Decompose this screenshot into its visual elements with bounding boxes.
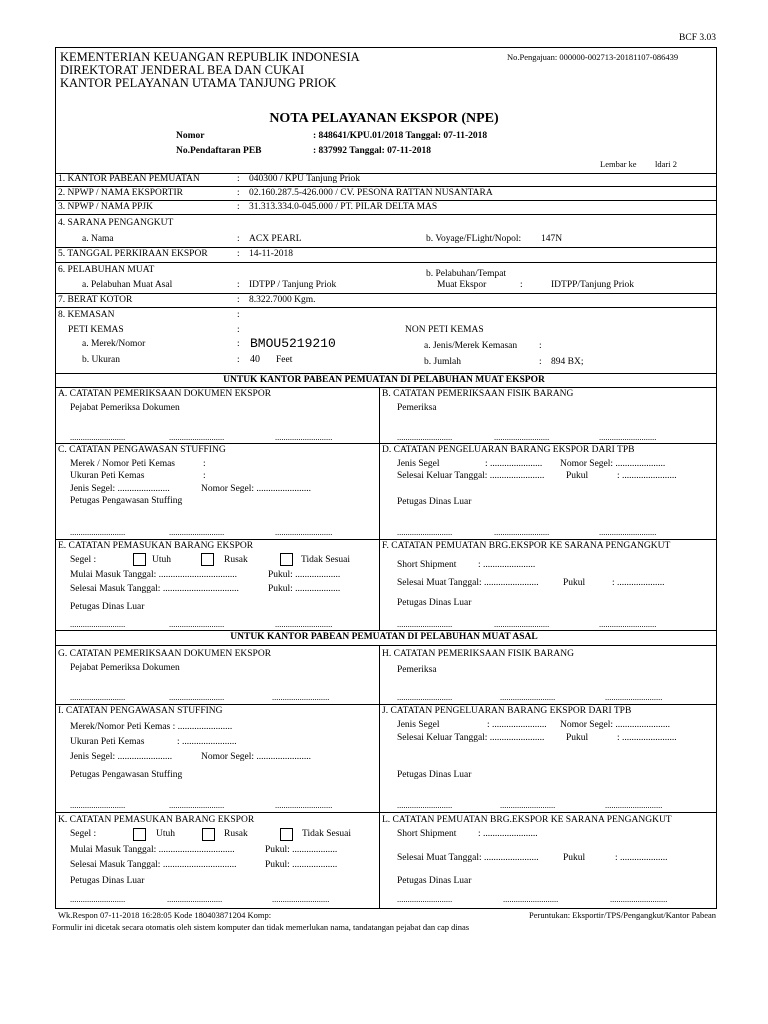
section1-title: UNTUK KANTOR PABEAN PEMUATAN DI PELABUHAN MUAT EKSPOR [223, 375, 545, 385]
footer-note: Formulir ini dicetak secara otomatis oleh sistem komputer dan tidak memerlukan nama, tandatangan pejabat dan cap dinas [52, 922, 470, 932]
utuh-checkbox[interactable] [133, 553, 146, 566]
peb-label: No.Pendaftaran PEB [176, 146, 262, 156]
panel-e-petugas: Petugas Dinas Luar [70, 602, 145, 612]
jumlah-colon: : [539, 357, 542, 367]
jenis-kemasan-colon: : [539, 341, 542, 351]
panel-j-nomor-segel: Nomor Segel: ....................... [560, 720, 671, 730]
panel-b-sign-3: ........................... [599, 432, 657, 442]
panel-c-ukuran-colon: : [203, 471, 206, 481]
panel-a-sign-2: .......................... [169, 432, 225, 442]
panel-e-title: E. CATATAN PEMASUKAN BARANG EKSPOR [58, 541, 254, 551]
panel-j-segel-value: : ....................... [487, 720, 547, 730]
f7-value: 8.322.7000 Kgm. [249, 295, 316, 305]
panel-c-ukuran: Ukuran Peti Kemas [70, 471, 145, 481]
panel-h-sub: Pemeriksa [397, 665, 437, 675]
f4a-value: ACX PEARL [249, 234, 302, 244]
office-name: KANTOR PELAYANAN UTAMA TANJUNG PRIOK [60, 76, 337, 90]
rusak-label-asal: Rusak [224, 829, 248, 839]
jenis-kemasan-label: a. Jenis/Merek Kemasan [424, 341, 518, 351]
panel-d-pukul-value: : ....................... [617, 471, 677, 481]
panel-f-pukul: Pukul [563, 578, 586, 588]
panel-d-sign-2: .......................... [494, 527, 550, 537]
f6b-colon: : [520, 280, 523, 290]
panel-f-sign-3: ........................... [599, 619, 657, 629]
f4b-value: 147N [541, 234, 563, 244]
panel-i-nomor-segel: Nomor Segel: ....................... [201, 752, 312, 762]
tidak-sesuai-checkbox-asal[interactable] [280, 828, 293, 841]
panel-c-sign-2: .......................... [169, 527, 225, 537]
f4b-label: b. Voyage/FLight/Nopol: [426, 234, 522, 244]
panel-l-pukul-value: : .................... [615, 853, 668, 863]
ministry-name: KEMENTERIAN KEUANGAN REPUBLIK INDONESIA [60, 50, 360, 64]
panel-f-sign-2: .......................... [494, 619, 550, 629]
panel-g-title: G. CATATAN PEMERIKSAAN DOKUMEN EKSPOR [58, 649, 272, 659]
panel-j-sign-1: .......................... [397, 800, 453, 810]
panel-b-sub: Pemeriksa [397, 403, 437, 413]
lembar-of: ldari 2 [655, 159, 677, 169]
panel-l-selesai: Selesai Muat Tanggal: ....................... [397, 853, 539, 863]
jumlah-label: b. Jumlah [424, 357, 461, 367]
container-number: BMOU5219210 [250, 336, 336, 351]
panel-l-short: Short Shipment [397, 829, 457, 839]
panel-k-mulai: Mulai Masuk Tanggal: ................................ [70, 845, 235, 855]
panel-c-petugas: Petugas Pengawasan Stuffing [70, 496, 183, 506]
f1-colon: : [237, 174, 240, 184]
panel-g-sign-1: .......................... [70, 692, 126, 702]
jumlah-value: 894 BX; [551, 357, 584, 367]
section2-title: UNTUK KANTOR PABEAN PEMUATAN DI PELABUHAN MUAT ASAL [230, 632, 538, 642]
panel-a-sign-1: .......................... [70, 432, 126, 442]
panel-k-mulai-pukul: Pukul: ................... [265, 845, 338, 855]
panel-j-pukul-value: : ....................... [617, 733, 677, 743]
panel-h-title: H. CATATAN PEMERIKSAAN FISIK BARANG [382, 649, 574, 659]
panel-e-selesai-pukul: Pukul: ................... [268, 584, 341, 594]
panel-f-title: F. CATATAN PEMUATAN BRG.EKSPOR KE SARANA PENGANGKUT [382, 541, 671, 551]
utuh-label: Utuh [152, 555, 171, 565]
panel-i-sign-3: ........................... [275, 800, 333, 810]
panel-c-merek: Merek / Nomor Peti Kemas [70, 459, 176, 469]
panel-g-sign-3: ........................... [272, 692, 330, 702]
peruntukan: Peruntukan: Eksportir/TPS/Pengangkut/Kantor Pabean [529, 910, 716, 920]
panel-d-pukul: Pukul [566, 471, 589, 481]
panel-j-pukul: Pukul [566, 733, 589, 743]
f6a-label: a. Pelabuhan Muat Asal [82, 280, 173, 290]
panel-d-nomor-segel: Nomor Segel: ..................... [560, 459, 666, 469]
rusak-label: Rusak [224, 555, 248, 565]
panel-a-title: A. CATATAN PEMERIKSAAN DOKUMEN EKSPOR [58, 389, 272, 399]
f6a-value: IDTPP / Tanjung Priok [249, 280, 337, 290]
ukuran-colon: : [237, 355, 240, 365]
panel-g-sign-2: .......................... [169, 692, 225, 702]
panel-b-sign-1: .......................... [397, 432, 453, 442]
panel-i-merek: Merek/Nomor Peti Kemas : ....................... [70, 722, 233, 732]
f8-colon: : [237, 310, 240, 320]
panel-l-short-value: : ....................... [478, 829, 538, 839]
panel-k-selesai-pukul: Pukul: ................... [265, 860, 338, 870]
response-time: Wk.Respon 07-11-2018 16:28:05 Kode 180403871204 Komp: [58, 910, 272, 920]
panel-d-segel-value: : ...................... [485, 459, 543, 469]
no-pengajuan: No.Pengajuan: 000000-002713-20181107-086439 [507, 52, 679, 62]
peb-value: : 837992 Tanggal: 07-11-2018 [313, 146, 431, 156]
panel-f-pukul-value: : .................... [612, 578, 665, 588]
f7-label: 7. BERAT KOTOR [58, 295, 133, 305]
panel-f-petugas: Petugas Dinas Luar [397, 598, 472, 608]
panel-d-sign-3: ........................... [599, 527, 657, 537]
panel-i-sign-1: .......................... [70, 800, 126, 810]
ukuran-label: b. Ukuran [82, 355, 120, 365]
panel-i-ukuran: Ukuran Peti Kemas [70, 737, 145, 747]
panel-e-sign-3: ........................... [275, 619, 333, 629]
f5-label: 5. TANGGAL PERKIRAAN EKSPOR [58, 249, 208, 259]
f5-colon: : [237, 249, 240, 259]
panel-a-sign-3: ........................... [275, 432, 333, 442]
panel-a-sub: Pejabat Pemeriksa Dokumen [70, 403, 180, 413]
f4-label: 4. SARANA PENGANGKUT [58, 218, 174, 228]
f7-colon: : [237, 295, 240, 305]
f2-value: 02.160.287.5-426.000 / CV. PESONA RATTAN NUSANTARA [249, 188, 493, 198]
document-title: NOTA PELAYANAN EKSPOR (NPE) [269, 111, 499, 126]
f6b-label: b. Pelabuhan/Tempat [426, 269, 507, 279]
f4a-label: a. Nama [82, 234, 114, 244]
panel-c-nomor-segel: Nomor Segel: ....................... [201, 484, 312, 494]
f3-label: 3. NPWP / NAMA PPJK [58, 202, 153, 212]
ukuran-value: 40 [250, 354, 260, 365]
nomor-value: : 848641/KPU.01/2018 Tanggal: 07-11-2018 [313, 131, 488, 141]
panel-e-selesai: Selesai Masuk Tanggal: ................................ [70, 584, 239, 594]
panel-f-short: Short Shipment [397, 560, 457, 570]
agency-header [60, 51, 360, 90]
f1-value: 040300 / KPU Tanjung Priok [249, 174, 361, 184]
panel-k-segel: Segel : [70, 829, 97, 839]
panel-b-sign-2: .......................... [494, 432, 550, 442]
utuh-label-asal: Utuh [156, 829, 175, 839]
panel-e-mulai: Mulai Masuk Tanggal: ................................. [70, 570, 237, 580]
panel-j-sign-3: ........................... [605, 800, 663, 810]
panel-k-petugas: Petugas Dinas Luar [70, 876, 145, 886]
f6b-value: IDTPP/Tanjung Priok [551, 280, 634, 290]
panel-j-title: J. CATATAN PENGELUARAN BARANG EKSPOR DARI TPB [382, 706, 632, 716]
panel-j-petugas: Petugas Dinas Luar [397, 770, 472, 780]
panel-c-sign-3: ........................... [275, 527, 333, 537]
panel-e-mulai-pukul: Pukul: ................... [268, 570, 341, 580]
panel-l-sign-1: .......................... [397, 894, 453, 904]
panel-j-segel: Jenis Segel [397, 720, 440, 730]
panel-h-sign-3: ........................... [605, 692, 663, 702]
ukuran-unit: Feet [276, 355, 293, 365]
f8-label: 8. KEMASAN [58, 310, 115, 320]
f2-colon: : [237, 188, 240, 198]
panel-i-petugas: Petugas Pengawasan Stuffing [70, 770, 183, 780]
panel-k-sign-2: .......................... [167, 894, 223, 904]
panel-d-selesai: Selesai Keluar Tanggal: ....................... [397, 471, 545, 481]
panel-c-title: C. CATATAN PENGAWASAN STUFFING [58, 445, 226, 455]
panel-c-segel: Jenis Segel: ...................... [70, 484, 170, 494]
peti-kemas-colon: : [237, 325, 240, 335]
f2-label: 2. NPWP / NAMA EKSPORTIR [58, 188, 183, 198]
merek-colon: : [237, 339, 240, 349]
panel-l-pukul: Pukul [563, 853, 586, 863]
f6a-colon: : [237, 280, 240, 290]
panel-h-sign-2: .......................... [500, 692, 556, 702]
panel-d-segel: Jenis Segel [397, 459, 440, 469]
nomor-label: Nomor [176, 131, 205, 141]
panel-b-title: B. CATATAN PEMERIKSAAN FISIK BARANG [382, 389, 574, 399]
merek-label: a. Merek/Nomor [82, 339, 146, 349]
utuh-checkbox-asal[interactable] [133, 828, 146, 841]
panel-k-title: K. CATATAN PEMASUKAN BARANG EKSPOR [58, 815, 255, 825]
directorate-name: DIREKTORAT JENDERAL BEA DAN CUKAI [60, 63, 305, 77]
f6-label: 6. PELABUHAN MUAT [58, 265, 155, 275]
tidak-sesuai-label: Tidak Sesuai [301, 555, 351, 565]
f5-value: 14-11-2018 [249, 249, 293, 259]
f4a-colon: : [237, 234, 240, 244]
panel-d-sign-1: .......................... [397, 527, 453, 537]
tidak-sesuai-checkbox[interactable] [280, 553, 293, 566]
panel-j-sign-2: .......................... [500, 800, 556, 810]
panel-i-sign-2: .......................... [169, 800, 225, 810]
panel-e-sign-2: .......................... [169, 619, 225, 629]
panel-l-sign-2: .......................... [503, 894, 559, 904]
panel-e-sign-1: .......................... [70, 619, 126, 629]
panel-f-sign-1: .......................... [397, 619, 453, 629]
panel-i-ukuran-value: : ....................... [177, 737, 237, 747]
panel-j-selesai: Selesai Keluar Tanggal: ....................... [397, 733, 545, 743]
panel-c-merek-colon: : [203, 459, 206, 469]
panel-l-petugas: Petugas Dinas Luar [397, 876, 472, 886]
panel-i-title: I. CATATAN PENGAWASAN STUFFING [58, 706, 223, 716]
panel-d-petugas: Petugas Dinas Luar [397, 497, 472, 507]
f6b-label-2: Muat Ekspor [437, 280, 487, 290]
panel-k-sign-3: ........................... [272, 894, 330, 904]
panel-e-segel: Segel : [70, 555, 97, 565]
non-peti-kemas-label: NON PETI KEMAS [405, 325, 484, 335]
peti-kemas-label: PETI KEMAS [68, 325, 124, 335]
panel-g-sub: Pejabat Pemeriksa Dokumen [70, 663, 180, 673]
panel-f-short-value: : ...................... [478, 560, 536, 570]
rusak-checkbox-asal[interactable] [202, 828, 215, 841]
panel-h-sign-1: .......................... [397, 692, 453, 702]
panel-d-title: D. CATATAN PENGELUARAN BARANG EKSPOR DARI TPB [382, 445, 635, 455]
panel-i-segel: Jenis Segel: ....................... [70, 752, 173, 762]
rusak-checkbox[interactable] [201, 553, 214, 566]
f3-value: 31.313.334.0-045.000 / PT. PILAR DELTA MAS [249, 202, 438, 212]
lembar-label: Lembar ke [600, 159, 637, 169]
panel-l-title: L. CATATAN PEMUATAN BRG.EKSPOR KE SARANA PENGANGKUT [382, 815, 672, 825]
f3-colon: : [237, 202, 240, 212]
tidak-sesuai-label-asal: Tidak Sesuai [302, 829, 352, 839]
panel-f-selesai: Selesai Muat Tanggal: ....................... [397, 578, 539, 588]
panel-k-sign-1: .......................... [70, 894, 126, 904]
form-code: BCF 3.03 [679, 33, 716, 43]
f1-label: 1. KANTOR PABEAN PEMUATAN [58, 174, 200, 184]
panel-k-selesai: Selesai Masuk Tanggal: ............................... [70, 860, 237, 870]
panel-c-sign-1: .......................... [70, 527, 126, 537]
panel-l-sign-3: ........................... [610, 894, 668, 904]
